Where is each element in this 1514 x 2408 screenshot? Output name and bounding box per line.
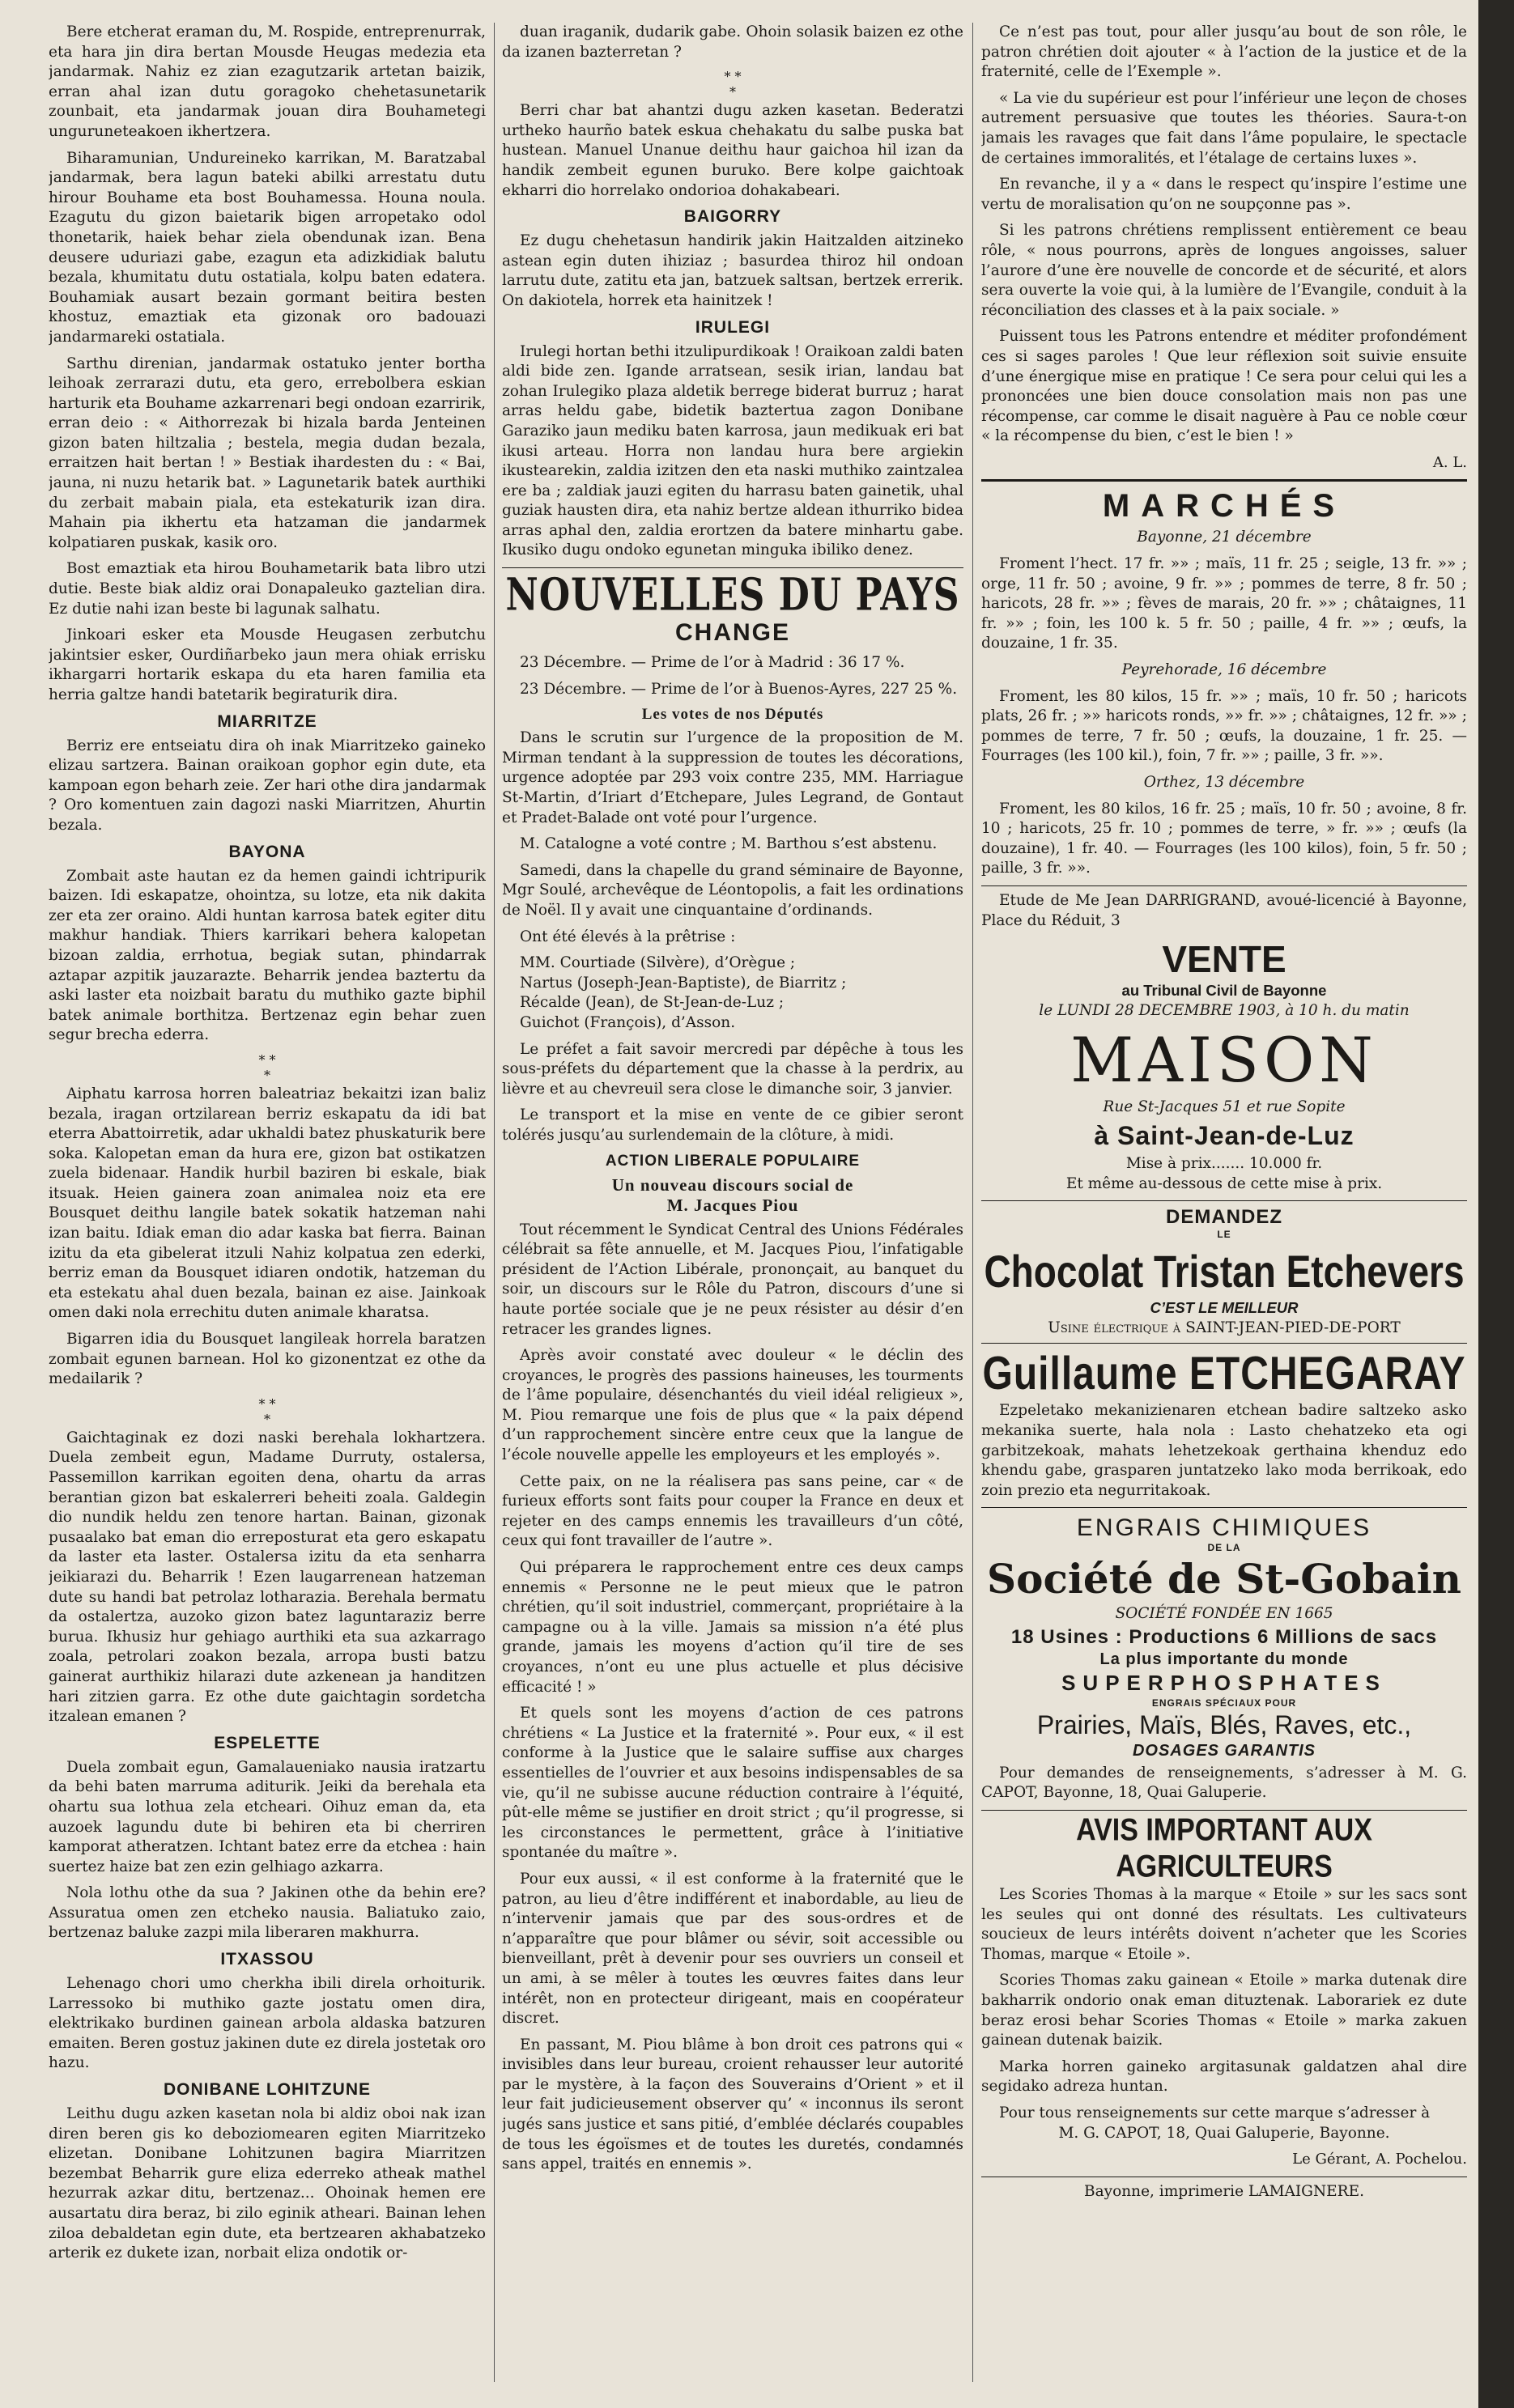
paragraph: Lehenago chori umo cherkha ibili direla orhoiturik. Larressoko bi muthiko gazte jostatu omen dira, elektrikako burdinen gainean arbola aldaska batzuren emaiten. Beren gostuz jakinen dute ez direla jostetak oro hazu. <box>49 1975 486 2072</box>
importante-line: La plus importante du monde <box>1099 1650 1349 1668</box>
avis-heading: AVIS IMPORTANT AUX AGRICULTEURS <box>1076 1812 1372 1884</box>
location-heading: à Saint-Jean-de-Luz <box>1094 1120 1355 1150</box>
paragraph: Bigarren idia du Bousquet langileak horrela baratzen zombait egunen barnean. Hol ko gizonentzat ez othe da medailarik ? <box>49 1331 486 1388</box>
paragraph: Le transport et la mise en vente de ce gibier seront tolérés jusqu’au surlendemain de la clôture, à midi. <box>502 1106 963 1144</box>
section-heading-irulegi: IRULEGI <box>695 317 771 337</box>
paragraph: Froment, les 80 kilos, 16 fr. 25 ; maïs, 10 fr. 50 ; avoine, 8 fr. 10 ; haricots, 25 fr. 10 ; pommes de terre, » fr. »» ; œufs (la douzaine), 1 fr. 40. — Fourrages (les 100 kilos), foin, 5 fr. 50 ; paille, 3 fr. »». <box>981 800 1467 877</box>
tribunal-line: au Tribunal Civil de Bayonne <box>1121 982 1327 1000</box>
paragraph: MM. Courtiade (Silvère), d’Orègue ; <box>520 954 796 972</box>
paragraph: Nola lothu othe da sua ? Jakinen othe da behin ere? Assuratua omen zen etcheko nausia. Baliatuko zaio, bertzenaz baluke zazpi mila liberaren makhurra. <box>49 1884 486 1942</box>
alp-heading: ACTION LIBERALE POPULAIRE <box>605 1152 861 1170</box>
divider <box>502 567 963 568</box>
asterism-ornament: * * * <box>724 69 742 100</box>
dela-label: DE LA <box>1207 1542 1241 1554</box>
newspaper-page <box>49 23 1474 2382</box>
column-rule <box>972 23 973 2382</box>
paragraph: Et quels sont les moyens d’action de ces patrons chrétiens « La Justice et la fraternité ». Pour eux, « il est conforme à la Justice que le salaire suffise aux charges essentielles de l’ouvrier et aux besoins indispensables de sa vie, qu’il ne subisse aucune réduction contraire à l’équité, pût-elle même se justifier en droit strict ; qu’il progresse, si les circonstances le permettent, grâce à l’initiative spontanée du maître ». <box>502 1705 963 1862</box>
imprimerie-line: Bayonne, imprimerie LAMAIGNERE. <box>1084 2182 1364 2200</box>
prairies-line: Prairies, Maïs, Blés, Raves, etc., <box>1036 1709 1412 1739</box>
le-label: LE <box>1217 1229 1231 1241</box>
alp-subheading-2: M. Jacques Piou <box>666 1195 799 1215</box>
divider <box>981 885 1467 886</box>
address-line: Rue St-Jacques 51 et rue Sopite <box>1103 1098 1346 1116</box>
chocolat-heading: Chocolat Tristan Etchevers <box>984 1246 1465 1297</box>
votes-heading: Les votes de nos Députés <box>641 706 824 724</box>
paragraph: Bere etcherat eraman du, M. Rospide, entreprenurrak, eta hara jin dira bertan Mousde Heugas medezia eta jandarmak. Nahiz ez zian ezagutzarik artetan baizik, erran ahal izan dutu goragoko chehetasunetarik zounbait, eta jandarmak jouan dira Bouhametegi unguruneteakoen ikhertzera. <box>49 23 486 140</box>
market-date: Orthez, 13 décembre <box>1143 774 1305 791</box>
paragraph: Sarthu direnian, jandarmak ostatuko jenter bortha leihoak zerrarazi dutu, eta gero, errebolbera eskian harturik eta Bouhame azkarrenari begi ondoan ezarririk, erran deio : « Aithorrezak bi hizala barda Jenteinen gizon baten hiltzalia ; bestela, megia dudan bezala, erraitzen hait bertan ! » Bestiak ihardesten du : « Bai, jauna, ni nuzu hetarik bat. » Lagunetarik batek aurthiki du zerbait mabain piala, eta estekaturik izan dira. Mahain pia ikhertu eta hatzaman die jandarmek kolpatiaren puskak, kasik oro. <box>49 355 486 551</box>
paragraph: Samedi, dans la chapelle du grand séminaire de Bayonne, Mgr Soulé, archevêque de Léontopolis, a fait les ordinations de Noël. Il y avait une cinquantaine d’ordinands. <box>502 861 963 919</box>
paragraph: Scories Thomas zaku gainean « Etoile » marka dutenak dire bakharrik ondorio onak eman dituztenak. Laborariek ez dute beraz erosi behar Scories Thomas « Etoile » marka zakuen gainean dutenak baizik. <box>981 1972 1467 2049</box>
paragraph: « La vie du supérieur est pour l’inférieur une leçon de choses autrement persuasive que toutes les théories. Saura-t-on jamais les ravages que fait dans l’âme populaire, le spectacle de certaines immoralités, et l’étalage de certains luxes ». <box>981 89 1467 167</box>
sale-date: le LUNDI 28 DECEMBRE 1903, à 10 h. du matin <box>1039 1001 1410 1019</box>
page-edge-shadow <box>1478 0 1514 2408</box>
paragraph: Ont été élevés à la prêtrise : <box>520 928 736 945</box>
paragraph: En revanche, il y a « dans le respect qu’inspire l’estime une vertu de moralisation qu’on ne soupçonne pas ». <box>981 176 1467 213</box>
paragraph: Berriz ere entseiatu dira oh inak Miarritzeko gaineko elizau sartzera. Bainan oraikoan gophor egin dute, eta kampoan egon beharh zeie. Zer hari othe dira jandarmak ? Oro komentuen zain dagozi naski Miarritzen, Ahurtin bezala. <box>49 737 486 834</box>
column-3 <box>981 23 1467 2382</box>
paragraph: Gaichtaginak ez dozi naski berehala lokhartzera. Duela zembeit egun, Madame Durruty, ostalersa, Passemillon karrikan egoiten dena, ohartu da arras berantian gizon bat eskalerreri beheiti zoala. Galdegin dio nundik heldu zen tenore hartan. Bainan, gizonak pusaalako bat eman dio erreposturat eta gero eskapatu da laster eta laster. Ostalersa izitu da eta senharra jeikiarazi du. Beharrik ! Ezen laugarrenean hatzeman dute su handi bat petrolaz lotharazia. Berehala bermatu da ostalertza, auzoko gizon batez laguntaraziz berre burua. Ikhusiz hur gehiago aurthiki eta sua azkarrago zoala, petrolari zoakon bezala, arropa busti batzu gainerat aurthikiz hilarazi dute azkenean ja handitzen hari zitzien garra. Ez othe dute gaichtagin sordetcha itzalean emanen ? <box>49 1429 486 1726</box>
paragraph: Nartus (Joseph-Jean-Baptiste), de Biarritz ; <box>520 974 847 992</box>
change-heading: CHANGE <box>674 619 790 647</box>
maison-heading: MAISON <box>1070 1024 1378 1097</box>
paragraph: Puissent tous les Patrons entendre et méditer profondément ces si sages paroles ! Que leur réflexion soit suivie ensuite d’une énergique mise en pratique ! Ce sera pour celui qui les a prononcées une bien douce consolation mais non pas une récompense, car comme le disait naguère à Pau ce noble cœur « la récompense du bien, c’est le bien ! » <box>981 328 1467 445</box>
dosages-line: DOSAGES GARANTIS <box>1132 1741 1316 1760</box>
paragraph: Berri char bat ahantzi dugu azken kasetan. Bederatzi urtheko haurño batek eskua chehakatu du salbe puska bat hustean. Manuel Unanue deithu haur gaichoa hil izan da handik zembeit egunen buruko. Bere kolpe gaichtoak ekharri dio horrelako ondorioa dohakabeari. <box>502 102 963 199</box>
paragraph: Pour eux aussi, « il est conforme à la fraternité que le patron, au lieu d’être indifférent et inabordable, au lieu de n’intervenir jamais que par des sous-ordres et de n’apparaître que pour blâmer ou sévir, soit accessible ou bienveillant, prêt à devenir pour ses ouvriers un conseil et un ami, à se mêler à toutes les œuvres faites dans leur intérêt, non en protecteur dirigeant, mais en coopérateur discret. <box>502 1870 963 2028</box>
asterism-ornament: * * * <box>258 1051 276 1083</box>
vente-heading: VENTE <box>1162 938 1286 981</box>
usine-line: Usine électrique à SAINT-JEAN-PIED-DE-PORT <box>1048 1319 1401 1336</box>
engrais-heading: ENGRAIS CHIMIQUES <box>1076 1514 1372 1542</box>
paragraph: Leithu dugu azken kasetan nola bi aldiz oboi nak izan diren beren gis ko deboziomearen egiten Miarritzeko elizetan. Donibane Lohitzunen bagira Miarritzen bezembat Beharrik gure eliza ederreko atheak mathel hezurrak azkar ditu, bertzenaz... Ohoinak hemen ere ausartatu dira beraz, bi zilo eginik atheari. Bainan lehen ziloa debaldetan egin dute, eta bertzearen akhabatzeko arterik ez dukete izan, norbait eliza ondotik or- <box>49 2105 486 2262</box>
paragraph: Tout récemment le Syndicat Central des Unions Fédérales célébrait sa fête annuelle, et M. Jacques Piou, l’infatigable président de l’Action Libérale, prononçait, au banquet du soir, un discours sur le Rôle du Patron, discours d’une si haute portée sociale que je ne peux résister au désir d’en retracer les grandes lignes. <box>502 1221 963 1338</box>
divider <box>981 1507 1467 1508</box>
paragraph: Pour tous renseignements sur cette marque s’adresser à <box>999 2104 1431 2121</box>
paragraph: Cette paix, on ne la réalisera pas sans peine, car « de furieux efforts sont faits pour couper la France en deux et rejeter en des camps ennemis les travailleurs d’un côté, ceux qui font travailler de l’autre ». <box>502 1472 963 1550</box>
section-heading-espelette: ESPELETTE <box>214 1733 321 1752</box>
saint-gobain-heading: Société de St-Gobain <box>987 1555 1461 1603</box>
paragraph: Qui préparera le rapprochement entre ces deux camps ennemis « Personne ne le peut mieux que le patron chrétien, qu’il soit industriel, commerçant, propriétaire à la campagne ou à la ville. Jamais sa mission n’a été plus grande, jamais les moyens d’action qu’il tire de ses croyances, n’ont eu une plus actuelle et plus décisive efficacité ! » <box>502 1559 963 1696</box>
column-1 <box>49 23 486 2382</box>
section-heading-miarritze: MIARRITZE <box>217 711 317 731</box>
paragraph: Biharamunian, Undureineko karrikan, M. Baratzabal jandarmak, bera lagun bateki abilki arrestatu dutu hirour Bouhame eta bost Bouhamessa. Houna noula. Ezagutu du gizon baietarik bigen arropetako odol thonetarik, haiek behar ziela obendunak izan. Bena deusere uduriazi gabe, ezagun eta adizkidiak balutu bezala, khumitatu dutu ostatiala, kolpu baten edatera. Bouhamiak ausart bezain gormant beitira besten khostuz, emaztiak eta gizonak oro badouazi jandarmareki ostatiala. <box>49 149 486 346</box>
price-line: Mise à prix....... 10.000 fr. <box>1125 1154 1323 1172</box>
market-date: Peyrehorade, 16 décembre <box>1121 661 1327 679</box>
paragraph: Froment, les 80 kilos, 15 fr. »» ; maïs, 10 fr. 50 ; haricots plats, 26 fr. ; »» haricots ronds, »» fr. »» ; châtaignes, 12 fr. »» ; pommes de terre, 7 fr. 50 ; œufs, la douzaine, 1 fr. 25. — Fourrages (les 100 kil.), foin, 7 fr. »» ; paille, 3 fr. »». <box>981 687 1467 765</box>
paragraph: Les Scories Thomas à la marque « Etoile » sur les sacs sont les seules qui ont donné des résultats. Les cultivateurs soucieux de leurs intérêts doivent n’acheter que les Scories Thomas, marque « Etoile ». <box>981 1886 1467 1963</box>
paragraph: Dans le scrutin sur l’urgence de la proposition de M. Mirman tendant à la suppression de toutes les décorations, urgence adoptée par 293 voix contre 235, MM. Harriague St-Martin, d’Iriart d’Etchepare, Jules Legrand, de Gontaut et Pradet-Balade ont voté pour l’urgence. <box>502 729 963 826</box>
divider <box>981 479 1467 482</box>
section-heading-baigorry: BAIGORRY <box>683 207 782 227</box>
paragraph: Etude de Me Jean DARRIGRAND, avoué-licencié à Bayonne, Place du Réduit, 3 <box>981 891 1467 929</box>
paragraph: Guichot (François), d’Asson. <box>520 1013 736 1031</box>
guillaume-heading: Guillaume ETCHEGARAY <box>982 1348 1466 1400</box>
alp-subheading: Un nouveau discours social de <box>611 1174 854 1195</box>
superphosphates-heading: SUPERPHOSPHATES <box>1061 1670 1387 1695</box>
signature: A. L. <box>1432 453 1467 471</box>
paragraph: Aiphatu karrosa horren baleatriaz bekaitzi izan baliz bezala, iragan ortzilarean berriz eskapatu da idi bat eterra Abattoirretik, adar ukhaldi batez phuskaturik bere soka. Kalopetan eman da hura ere, gizon bat ostikatzen zuela bidenaar. Handik hurbil baziren bi eskale, biak itsuak. Heien gainera zoan animalea noiz eta ere Bousquet deithu langile batek sokatik hatzeman nahi izan baitu. Idiak eman dio adar kaska bat fierra. Bainan izitu da eta gibelerat itzuli Nahiz kolpatua zen ederki, berriz eman da Bousquet idiaren ondotik, hatzeman du eta estekatu ahal duen bezala, bainan ez aise. Jainkoak omen daki nola errechitu duten animale kharatsa. <box>49 1085 486 1322</box>
nouvelles-du-pays-heading: NOUVELLES DU PAYS <box>505 569 960 622</box>
paragraph: Duela zombait egun, Gamalaueniako nausia iratzartu da behi baten marruma aditurik. Jeiki da berehala eta ohartu sua lothua zela etcheari. Oihuz eman da, eta auzoek lagundu dute bi behiren eta bi cherriren kamporat atheratzen. Ichtant batez erre da etchea : hain suertez haize bat zen ezin gelhiago azkarra. <box>49 1758 486 1875</box>
slogan: C’EST LE MEILLEUR <box>1150 1299 1299 1317</box>
section-heading-donibane: DONIBANE LOHITZUNE <box>164 2080 371 2100</box>
paragraph: Le préfet a fait savoir mercredi par dépêche à tous les sous-préfets du département que la chasse à la perdrix, au lièvre et au chevreuil sera close le dimanche soir, 3 janvier. <box>502 1040 963 1098</box>
fondee-line: SOCIÉTÉ FONDÉE EN 1665 <box>1115 1605 1333 1623</box>
paragraph: Marka horren gaineko argitasunak galdatzen ahal dire segidako adreza huntan. <box>981 2058 1467 2096</box>
paragraph: Jinkoari esker eta Mousde Heugasen zerbutchu jakintsier esker, Ourdiñarbeko jaun mera ohiak errisku ikhargarri hortarik eskapa du eta haren familia eta herria galtze handi batetarik begiraturik dira. <box>49 626 486 703</box>
paragraph: Récalde (Jean), de St-Jean-de-Luz ; <box>520 994 785 1012</box>
paragraph: Froment l’hect. 17 fr. »» ; maïs, 11 fr. 25 ; seigle, 13 fr. »» ; orge, 11 fr. 50 ; avoine, 9 fr. »» ; pommes de terre, 8 fr. 50 ; haricots, 28 fr. »» ; fèves de marais, 20 fr. »» ; châtaignes, 11 fr. »» ; foin, les 100 k. 5 fr. 50 ; paille, 4 fr. »» ; œufs, la douzaine, 1 fr. 35. <box>981 555 1467 652</box>
paragraph: Irulegi hortan bethi itzulipurdikoak ! Oraikoan zaldi baten aldi bide zen. Igande arratsean, sesik irian, landau bat zohan Irulegiko plaza aldetik berrege biderat burruz ; harat arras heldu gabe, bidetik baztertua zagon Donibane Garaziko jaun mediku baten karrosa, jaun medikuak eri bat ikusi arteau. Horra non landau hura bere argiekin ikustearekin, zaldia izitzen den eta naski muthiko zaintzalea ere ba ; zaldiak jauzi egiten du harrasu baten gainetik, uhal guziak hausten dira, eta nahiz bertze aldean ithurriko bidea arras aphal den, zaldia erortzen da batere minhartu gabe. Ikusiko dugu ondoko egunetan minguka ibiliko denez. <box>502 342 963 559</box>
paragraph: 23 Décembre. — Prime de l’or à Madrid : 36 17 %. <box>520 654 905 672</box>
divider <box>981 1810 1467 1811</box>
gerant-line: Le Gérant, A. Pochelou. <box>1292 2151 1467 2168</box>
paragraph: Ezpeletako mekanizienaren etchean badire saltzeko asko mekanika suerte, hala nola : Lasto chehatzeko eta ogi garbitzekoak, mahats lehetzekoak gerthaina khenduz edo khendu gabe, grasparen juntatzeko lako moda berrikoak, edo zoin prezio eta negurritakoak. <box>981 1402 1467 1499</box>
section-heading-itxassou: ITXASSOU <box>220 1950 314 1969</box>
col1-intro <box>49 23 486 706</box>
paragraph: Bost emaztiak eta hirou Bouhametarik bata libro utzi dutie. Beste biak aldiz orai Donapaleuko gaztelian dira. Ez dutie nahi izan beste bi lagunak salhatu. <box>49 560 486 618</box>
asterism-ornament: * * * <box>258 1395 276 1427</box>
demandez-heading: DEMANDEZ <box>1166 1206 1282 1229</box>
capot-address: M. G. CAPOT, 18, Quai Galuperie, Bayonne. <box>1058 2124 1390 2142</box>
paragraph: Ce n’est pas tout, pour aller jusqu’au bout de son rôle, le patron chrétien doit ajouter « à l’action de la justice et de la fraternité, celle de l’Exemple ». <box>981 23 1467 81</box>
section-heading-bayona: BAYONA <box>228 842 306 861</box>
engrais-speciaux-label: ENGRAIS SPÉCIAUX POUR <box>1151 1697 1297 1709</box>
paragraph: Ez dugu chehetasun handirik jakin Haitzalden aitzineko astean egin duten ihiziaz ; basurdea thiroz hil ondoan larrutu dute, zatitu eta jan, batzuek saltsan, bertzek errerik. On dakiotela, horrek eta hainitzek ! <box>502 232 963 309</box>
column-rule <box>494 23 495 2382</box>
paragraph: Si les patrons chrétiens remplissent entièrement ce beau rôle, « nous pourrons, après de longues angoisses, saluer l’aurore d’une ère nouvelle de concorde et de sécurité, et alors sera ouverte la voie qui, à la lumière de l’Evangile, conduit à la réconciliation des classes et à la paix sociale. » <box>981 222 1467 319</box>
usines-line: 18 Usines : Productions 6 Millions de sacs <box>1010 1625 1438 1648</box>
divider <box>981 1343 1467 1344</box>
paragraph: 23 Décembre. — Prime de l’or à Buenos-Ayres, 227 25 %. <box>520 680 958 698</box>
divider <box>981 1200 1467 1201</box>
paragraph: Zombait aste hautan ez da hemen gaindi ichtripurik baizen. Idi eskapatze, ohointza, su lotze, eta nik dakita zer eta zer oraino. Aldi huntan karrosa batek egiter ditu makhur handiak. Thiers karrikari behera kalopetan bizoan zaldia, errhotua, begiak sutan, phindarrak aztapar azpitik jauzarazte. Beharrik jendea baztertu da aski laster eta noizbait baratu du muthiko gazte biphil batek animale borthitza. Bertzenaz egin behar zuen segur brecha ederra. <box>49 867 486 1044</box>
paragraph: En passant, M. Piou blâme à bon droit ces patrons qui « invisibles dans leur bureau, croient rehausser leur autorité par le mystère, à la façon des Souverains d’Orient » et il leur fait judicieusement observer qu’ « inconnus ils seront jugés sans justice et sans pitié, d’emblée déclarés coupables de tous les égoïsmes et de toutes les duretés, condamnés sans appel, traités en ennemis ». <box>502 2036 963 2173</box>
paragraph: Pour demandes de renseignements, s’adresser à M. G. CAPOT, Bayonne, 18, Quai Galuperie. <box>981 1764 1467 1802</box>
price-note: Et même au-dessous de cette mise à prix. <box>1065 1174 1383 1192</box>
marches-heading: MARCHÉS <box>1102 488 1346 524</box>
market-date: Bayonne, 21 décembre <box>1137 529 1312 546</box>
column-2 <box>502 23 963 2382</box>
paragraph: duan iraganik, dudarik gabe. Ohoin solasik baizen ez othe da izanen bazterretan ? <box>502 23 963 61</box>
paragraph: Après avoir constaté avec douleur « le déclin des croyances, le progrès des passions haineuses, les tourments de l’âme populaire, désenchantés du vieil idéal religieux », M. Piou remarque une fois de plus que « la paix dépend d’un rapprochement sincère entre ceux que la langue de l’école nouvelle appelle les employeurs et les employés ». <box>502 1347 963 1464</box>
paragraph: M. Catalogne a voté contre ; M. Barthou s’est abstenu. <box>520 835 938 853</box>
